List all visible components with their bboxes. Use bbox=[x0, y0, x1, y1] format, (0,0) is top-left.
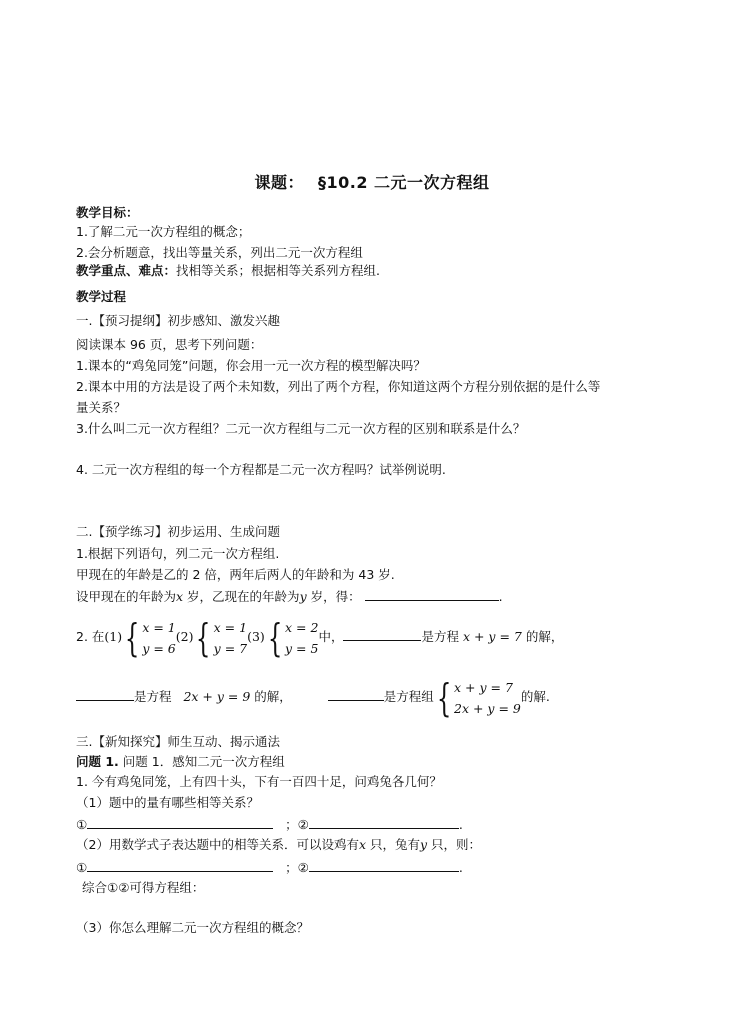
sys2-eq1: x = 1 bbox=[213, 619, 248, 635]
part3-answers-1 bbox=[76, 814, 463, 835]
part1-q2b: 量关系？ bbox=[76, 400, 127, 415]
circle-2: ② bbox=[297, 817, 309, 832]
sys4 bbox=[434, 676, 521, 719]
part2-e3 bbox=[76, 676, 550, 719]
e2-mid: 中， bbox=[318, 629, 344, 644]
keypoints-heading: 教学重点、难点： bbox=[76, 263, 177, 278]
separator: ； bbox=[285, 817, 298, 832]
title-text: §10.2 二元一次方程组 bbox=[317, 173, 490, 192]
var-y: y bbox=[299, 589, 307, 604]
part3-s1: （1）题中的量有哪些相等关系？ bbox=[76, 795, 259, 810]
problem-text: 问题 1．感知二元一次方程组 bbox=[118, 754, 285, 769]
e1b-mid1: 岁，乙现在的年龄为 bbox=[183, 589, 300, 604]
answer-blank-6[interactable] bbox=[309, 814, 459, 829]
sys2-label: (2) bbox=[175, 629, 194, 644]
page-title bbox=[0, 170, 744, 193]
keypoints-text: 找相等关系；根据相等关系列方程组. bbox=[176, 263, 380, 278]
answer-blank-1[interactable] bbox=[365, 586, 499, 601]
circle-1: ① bbox=[76, 817, 88, 832]
part1-heading: 一.【预习提纲】初步感知、激发兴趣 bbox=[76, 313, 280, 328]
left-brace-icon: { bbox=[267, 615, 283, 660]
circle-1: ① bbox=[76, 860, 88, 875]
e3-end2: 的解. bbox=[520, 689, 550, 704]
answer-blank-3[interactable] bbox=[76, 686, 134, 701]
left-brace-icon: { bbox=[436, 675, 452, 720]
answer-blank-7[interactable] bbox=[87, 857, 273, 872]
s2-end: 只，则： bbox=[427, 837, 482, 852]
circle-2: ② bbox=[297, 860, 309, 875]
separator: ； bbox=[285, 860, 298, 875]
part1-q3: 3.什么叫二元一次方程组？二元一次方程组与二元一次方程的区别和联系是什么？ bbox=[76, 421, 526, 436]
part3-combine: 综合①②可得方程组： bbox=[82, 880, 205, 895]
part1-q4: 4. 二元一次方程组的每一个方程都是二元一次方程吗？试举例说明. bbox=[76, 462, 446, 477]
part1-q2a: 2.课本中用的方法是设了两个未知数，列出了两个方程，你知道这两个方程分别依据的是什么等 bbox=[76, 379, 601, 394]
part2-e1a: 甲现在的年龄是乙的 2 倍，两年后两人的年龄和为 43 岁. bbox=[76, 567, 395, 582]
period: . bbox=[458, 860, 463, 875]
e3-end1: 的解， bbox=[254, 689, 292, 704]
problem-line bbox=[76, 752, 285, 772]
part3-answers-2 bbox=[76, 857, 463, 878]
answer-blank-2[interactable] bbox=[343, 626, 421, 641]
answer-blank-5[interactable] bbox=[87, 814, 273, 829]
period: . bbox=[458, 817, 463, 832]
left-brace-icon: { bbox=[196, 615, 211, 660]
sys3 bbox=[265, 616, 319, 659]
part3-heading: 三.【新知探究】师生互动、揭示通法 bbox=[76, 734, 280, 749]
e2-prefix: 2. 在 bbox=[76, 629, 105, 644]
answer-blank-4[interactable] bbox=[328, 686, 384, 701]
sys3-eq1: x = 2 bbox=[285, 619, 319, 635]
sys1-eq2: y = 6 bbox=[142, 640, 176, 656]
part3-s2 bbox=[76, 835, 481, 855]
keypoints-line bbox=[76, 261, 380, 281]
goal-item-1: 1.了解二元一次方程组的概念； bbox=[76, 224, 251, 239]
sys1-label: (1) bbox=[104, 629, 123, 644]
e1b-prefix: 设甲现在的年龄为 bbox=[76, 589, 177, 604]
answer-blank-8[interactable] bbox=[309, 857, 459, 872]
e1b-mid2: 岁，得： bbox=[306, 589, 361, 604]
part1-intro: 阅读课本 96 页，思考下列问题： bbox=[76, 337, 263, 352]
problem-label: 问题 1. bbox=[76, 754, 119, 769]
part2-heading: 二.【预学练习】初步运用、生成问题 bbox=[76, 524, 280, 539]
e3-is1: 是方程 bbox=[134, 689, 172, 704]
sys3-eq2: y = 5 bbox=[285, 640, 319, 656]
sys4-eq2: 2x + y = 9 bbox=[454, 700, 521, 716]
part3-p1: 1. 今有鸡兔同笼，上有四十头，下有一百四十足，问鸡兔各几何？ bbox=[76, 774, 442, 789]
s2-prefix: （2）用数学式子表达题中的相等关系．可以设鸡有 bbox=[76, 837, 359, 852]
e2-is: 是方程 bbox=[421, 629, 459, 644]
sys4-eq1: x + y = 7 bbox=[454, 679, 513, 695]
s2-mid: 只，兔有 bbox=[366, 837, 421, 852]
part2-e1b bbox=[76, 586, 503, 607]
process-heading: 教学过程 bbox=[76, 289, 127, 304]
part2-e1: 1.根据下列语句，列二元一次方程组. bbox=[76, 546, 280, 561]
var-x: x bbox=[358, 837, 367, 852]
e3-is2: 是方程组 bbox=[383, 689, 434, 704]
part1-q1: 1.课本的“鸡兔同笼”问题，你会用一元一次方程的模型解决吗？ bbox=[76, 358, 426, 373]
left-brace-icon: { bbox=[124, 615, 140, 660]
sys1-eq1: x = 1 bbox=[142, 619, 176, 635]
goals-heading: 教学目标： bbox=[76, 205, 139, 220]
var-y: y bbox=[420, 837, 428, 852]
title-label: 课题： bbox=[254, 173, 304, 192]
sys1 bbox=[122, 616, 176, 659]
var-x: x bbox=[176, 589, 184, 604]
sys2 bbox=[193, 616, 247, 659]
e3-eq: 2x + y = 9 bbox=[183, 689, 251, 704]
period: . bbox=[498, 589, 503, 604]
goal-item-2: 2.会分析题意，找出等量关系，列出二元一次方程组 bbox=[76, 245, 363, 260]
e2-end: 的解， bbox=[525, 629, 564, 644]
e2-eq: x + y = 7 bbox=[462, 629, 522, 644]
sys3-label: (3) bbox=[247, 629, 265, 644]
part2-e2 bbox=[76, 616, 563, 659]
sys2-eq2: y = 7 bbox=[213, 640, 248, 656]
part3-s3: （3）你怎么理解二元一次方程组的概念？ bbox=[76, 920, 309, 935]
